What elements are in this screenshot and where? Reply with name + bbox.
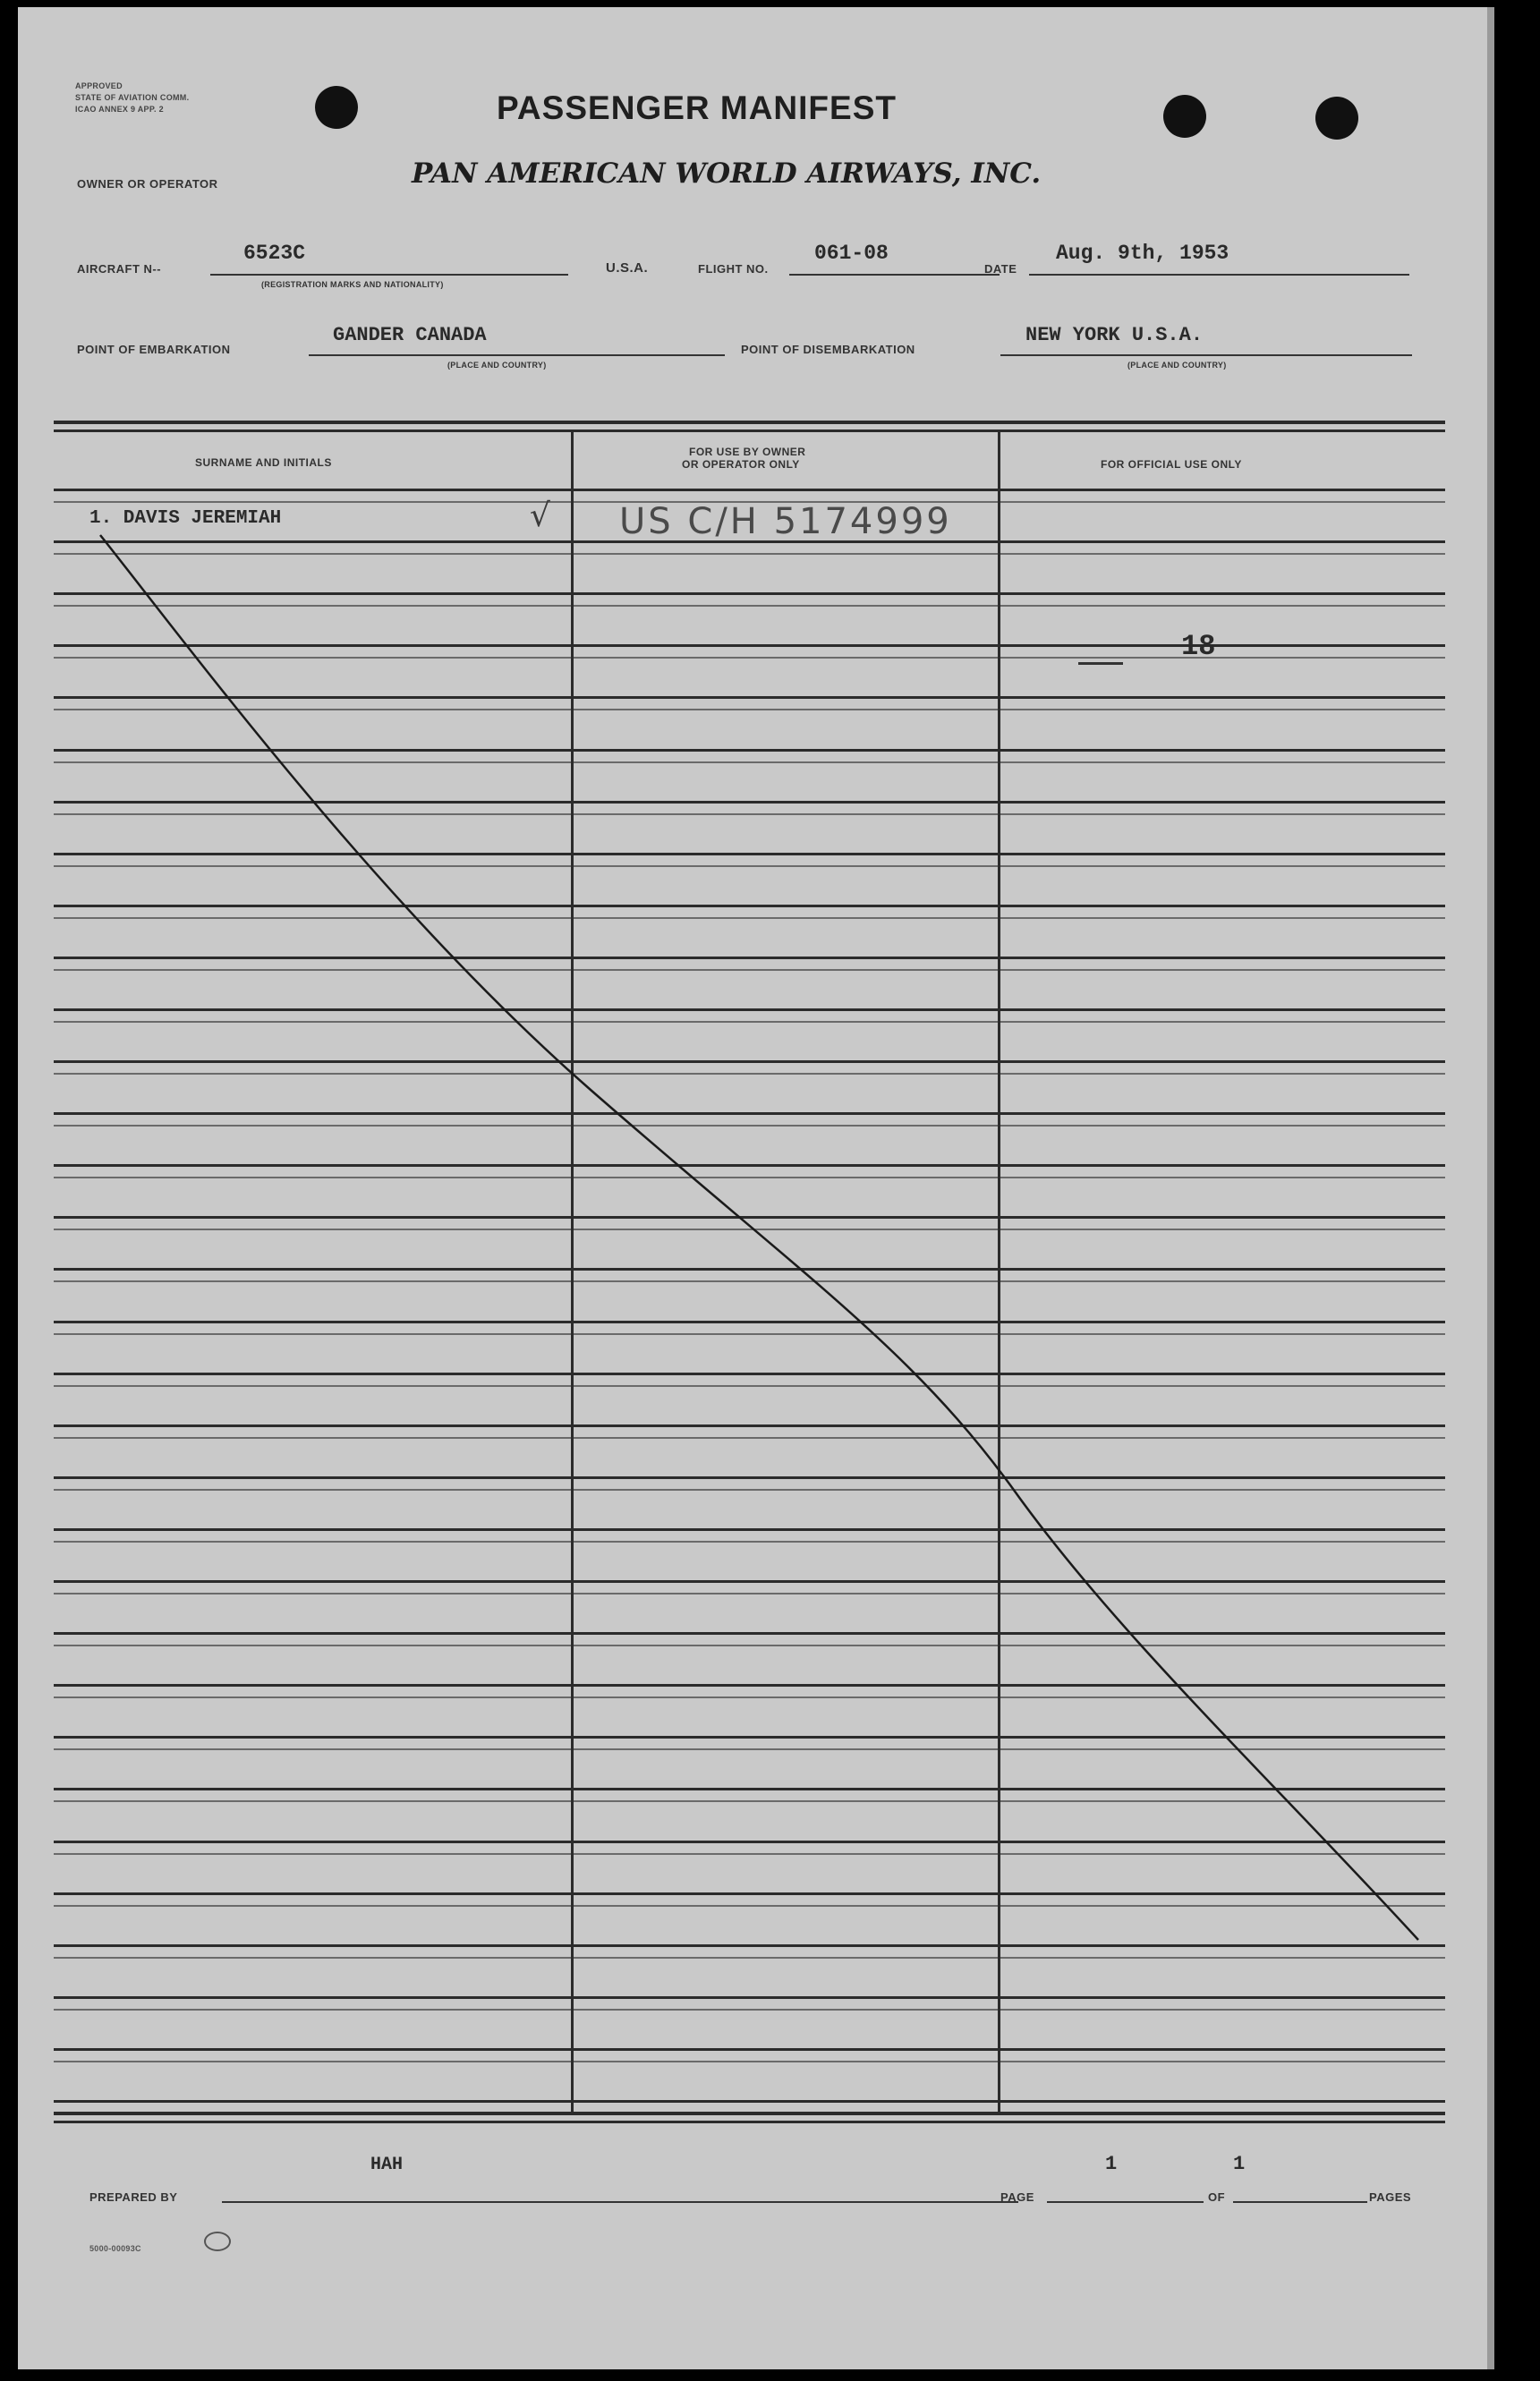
prepared-by-value: HAH [370,2155,404,2175]
col-header-official: FOR OFFICIAL USE ONLY [1101,458,1242,471]
col-header-owner-1: FOR USE BY OWNER [689,446,806,458]
page-label: PAGE [1000,2190,1034,2204]
flight-label: FLIGHT NO. [698,262,769,276]
owner-label: OWNER OR OPERATOR [77,177,218,191]
embark-value: GANDER CANADA [333,324,487,346]
prepared-by-line [222,2201,1018,2203]
manifest-sheet [18,7,1494,2369]
of-label: OF [1208,2190,1226,2204]
operator-name: PAN AMERICAN WORLD AIRWAYS, INC. [412,157,1042,190]
approval-line-3: ICAO ANNEX 9 APP. 2 [75,105,164,114]
owner-note: US C/H 5174999 [619,501,952,542]
col-header-owner-2: OR OPERATOR ONLY [682,458,800,471]
form-code: 5000-00093C [89,2244,141,2253]
of-value: 1 [1233,2153,1246,2175]
approval-line-2: STATE OF AVIATION COMM. [75,93,190,102]
date-value: Aug. 9th, 1953 [1056,242,1229,265]
page-title: PASSENGER MANIFEST [497,89,897,126]
aircraft-label: AIRCRAFT N-- [77,262,162,276]
pages-label: PAGES [1369,2190,1412,2204]
disembark-label: POINT OF DISEMBARKATION [741,343,915,356]
union-label-icon [204,2232,231,2251]
page-line [1047,2201,1204,2203]
approval-line-1: APPROVED [75,81,123,90]
of-line [1233,2201,1367,2203]
strike-through-line [18,7,1494,2369]
passenger-name: 1. DAVIS JEREMIAH [89,508,282,529]
aircraft-caption: (REGISTRATION MARKS AND NATIONALITY) [261,280,444,289]
col-header-surname: SURNAME AND INITIALS [195,456,332,469]
embark-caption: (PLACE AND COUNTRY) [447,361,547,370]
embark-label: POINT OF EMBARKATION [77,343,231,356]
disembark-caption: (PLACE AND COUNTRY) [1127,361,1227,370]
aircraft-value: 6523C [243,242,306,265]
check-mark: √ [530,497,550,534]
disembark-value: NEW YORK U.S.A. [1025,324,1204,346]
prepared-by-label: PREPARED BY [89,2190,178,2204]
page-value: 1 [1105,2153,1118,2175]
nationality: U.S.A. [606,260,649,276]
flight-value: 061-08 [814,242,889,265]
official-number: 18 [1181,630,1216,663]
date-label: DATE [984,262,1017,276]
